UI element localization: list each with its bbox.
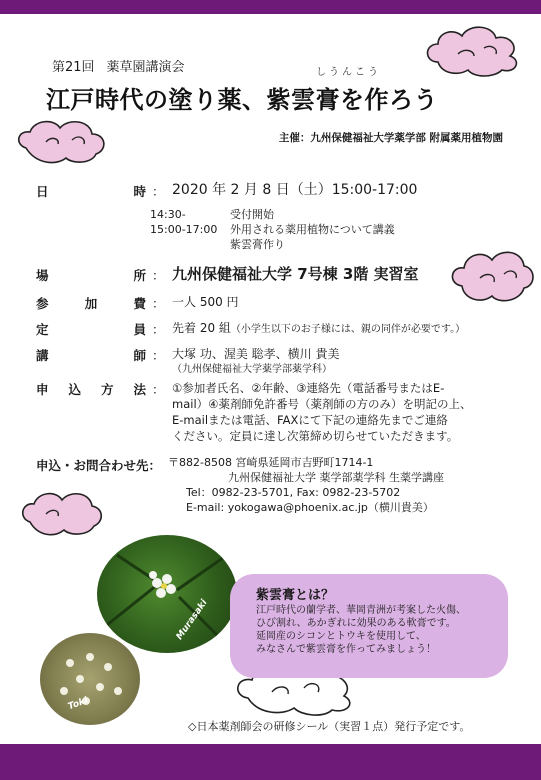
fee-value: 一人 500 円 [172, 295, 239, 309]
page-title: 江戸時代の塗り薬、紫雲膏を作ろう [46, 86, 438, 114]
application-value: ①参加者氏名、②年齢、③連絡先（電話番号またはE- mail）④薬剤師免許番号（薬剤師の方のみ）を明記の上、 E-mailまたは電話、FAXにて下記の連絡先までご連絡 ください。定員に達し次第締め切らせていただきます。 [172, 381, 472, 443]
bottom-accent-bar [0, 744, 541, 780]
colon: ： [152, 382, 165, 397]
toki-plant-photo [40, 633, 140, 725]
white-flower-cluster-icon [40, 633, 140, 725]
capacity-note: （小学生以下のお子様には、親の同伴が必要です。） [230, 324, 466, 335]
contact-email: E-mail: yokogawa@phoenix.ac.jp（横川貴美） [186, 501, 434, 514]
label-contact: 申込・お問合わせ先： [36, 458, 162, 473]
label-lecturers: 講 師 [36, 348, 146, 363]
contact-phone: Tel：0982-23-5701, Fax: 0982-23-5702 [186, 486, 401, 499]
lecturers-value: 大塚 功、渥美 聡孝、横川 貴美 （九州保健福祉大学薬学部薬学科） [172, 346, 512, 378]
info-box-text: 江戸時代の蘭学者、華岡青洲が考案した火傷、 ひび割れ、あかぎれに効果のある軟膏です。 延岡産のシコンとトウキを使用して、 みなさんで紫雲膏を作ってみましょう！ [256, 605, 466, 655]
lecturers-note: （九州保健福祉大学薬学部薬学科） [172, 364, 332, 375]
label-capacity: 定 員 [36, 322, 146, 337]
series-title: 薬草園講演会 [106, 60, 185, 75]
schedule-item: 14:30- 受付開始 [150, 208, 274, 221]
shiunko-info-box [230, 574, 508, 678]
top-accent-bar [0, 0, 541, 14]
cloud-decoration-top-right [418, 18, 528, 82]
title-ruby: しうんこう [316, 67, 381, 78]
info-box-title: 紫雲膏とは？ [256, 588, 335, 603]
footer-note: ◇日本薬剤師会の研修シール（実習１点）発行予定です。 [188, 720, 471, 733]
label-application: 申 込 方 法 [36, 382, 146, 397]
series-line [52, 56, 185, 75]
colon: ： [152, 296, 165, 311]
colon: ： [152, 348, 165, 363]
murasaki-plant-photo [97, 535, 237, 653]
white-flower-icon [97, 535, 237, 653]
contact-address: 〒882-8508 宮崎県延岡市吉野町1714-1 [168, 456, 374, 469]
schedule-item: 15:00-17:00 外用される薬用植物について講義 [150, 223, 395, 236]
date-value: 2020 年 2 月 8 日（土）15:00-17:00 [172, 182, 418, 198]
label-place: 場 所 [36, 268, 146, 283]
series-number: 第21回 [52, 60, 95, 75]
schedule-item: 紫雲膏作り [230, 238, 285, 251]
colon: ： [152, 268, 165, 283]
label-date: 日 時 [36, 184, 146, 199]
capacity-value: 先着 20 組（小学生以下のお子様には、親の同伴が必要です。） [172, 321, 466, 335]
colon: ： [152, 322, 165, 337]
contact-department: 九州保健福祉大学 薬学部薬学科 生薬学講座 [228, 471, 444, 484]
photo-label-murasaki: Murasaki [174, 598, 210, 642]
cloud-decoration-left-bottom [16, 482, 108, 542]
colon: ： [152, 184, 165, 199]
organizer-text: 主催：九州保健福祉大学薬学部 附属薬用植物園 [278, 132, 503, 144]
photo-label-toki: Toki [66, 695, 90, 713]
cloud-decoration-left-top [12, 112, 112, 168]
place-value: 九州保健福祉大学 7号棟 3階 実習室 [172, 265, 419, 283]
label-fee: 参 加 費 [36, 296, 146, 311]
